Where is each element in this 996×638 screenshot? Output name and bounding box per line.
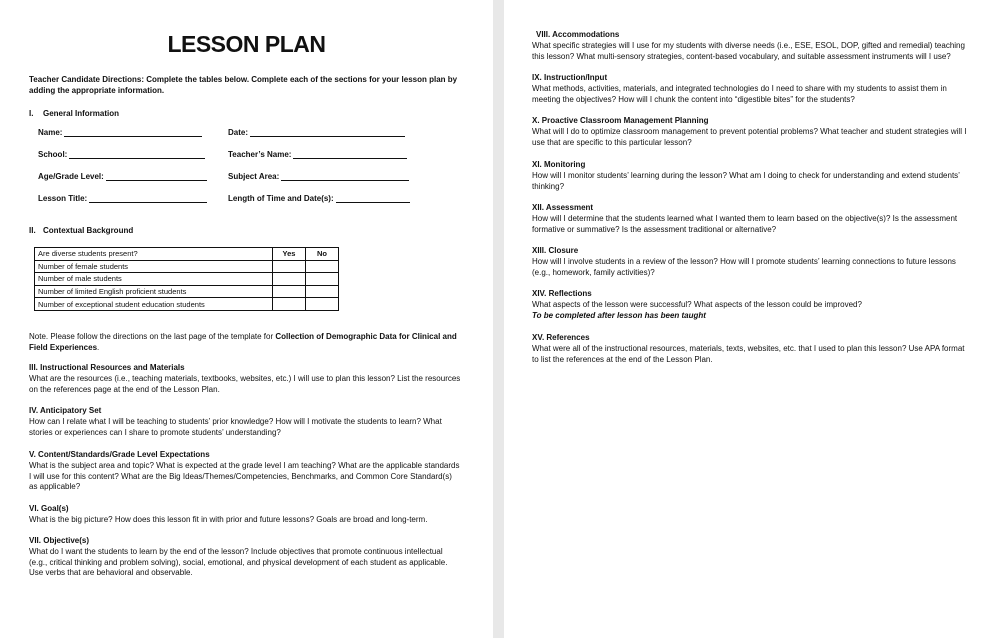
table-cell-no[interactable] — [306, 273, 339, 286]
subject-area-line[interactable] — [281, 172, 409, 181]
table-row — [35, 298, 339, 311]
section-closure — [532, 246, 968, 278]
section-heading: XII. Assessment — [532, 203, 594, 212]
school-line[interactable] — [69, 150, 205, 159]
table-row — [35, 260, 339, 273]
section-content-standards — [29, 450, 461, 493]
section-heading: VI. Goal(s) — [29, 504, 69, 513]
table-cell-yes[interactable] — [273, 260, 306, 273]
section-body: How can I relate what I will be teaching to students’ prior knowledge? How will I motivate the students to learn? What stories or experiences can I share to promote students’ understanding? — [29, 416, 442, 437]
teacher-name-field[interactable] — [228, 150, 407, 159]
table-cell-yes[interactable] — [273, 298, 306, 311]
reflections-note: To be completed after lesson has been taught — [532, 310, 706, 320]
table-header-question: Are diverse students present? — [35, 248, 273, 261]
note-suffix: . — [97, 343, 100, 352]
section-body: What do I want the students to learn by the end of the lesson? Include objectives that promote continuous intellectual (e.g., critical thinking and problem solving), social, emotional, and physical development of each student as applicable. Use verbs that are behavioral and observable. — [29, 546, 448, 578]
section-number: II. — [29, 226, 36, 235]
section-body: What is the subject area and topic? What is expected at the grade level I am teaching? What are the applicable standards I will use for this content? What are the Big Ideas/Themes/Competencies, Benchmarks, and Common Core Standard(s) as applicable? — [29, 460, 460, 492]
section-accommodations — [532, 30, 968, 62]
document-page-2 — [504, 0, 996, 638]
section-heading: XV. References — [532, 333, 590, 342]
table-row — [35, 285, 339, 298]
section-objectives — [29, 536, 461, 579]
date-line[interactable] — [250, 128, 405, 137]
subject-area-field[interactable] — [228, 172, 409, 181]
section-heading: XIV. Reflections — [532, 289, 592, 298]
section-heading: IV. Anticipatory Set — [29, 406, 102, 415]
section-heading: X. Proactive Classroom Management Planning — [532, 116, 709, 125]
section-heading: III. Instructional Resources and Materials — [29, 363, 185, 372]
section-contextual-background — [29, 226, 133, 235]
contextual-background-table — [34, 247, 339, 311]
section-heading: V. Content/Standards/Grade Level Expectations — [29, 450, 210, 459]
section-instructional-resources — [29, 363, 461, 395]
table-row-label: Number of limited English proficient students — [35, 285, 273, 298]
lesson-title-field[interactable] — [38, 194, 207, 203]
section-heading: VII. Objective(s) — [29, 536, 90, 545]
table-cell-no[interactable] — [306, 285, 339, 298]
section-reflections — [532, 289, 968, 321]
date-label: Date: — [228, 128, 249, 137]
document-page-1 — [0, 0, 493, 638]
lesson-title-label: Lesson Title: — [38, 194, 88, 203]
section-title: General Information — [43, 109, 120, 118]
section-heading: XI. Monitoring — [532, 160, 586, 169]
length-of-time-field[interactable] — [228, 194, 410, 203]
table-cell-no[interactable] — [306, 298, 339, 311]
length-of-time-label: Length of Time and Date(s): — [228, 194, 334, 203]
table-cell-no[interactable] — [306, 260, 339, 273]
section-monitoring — [532, 160, 968, 192]
note-bold-title: Collection of Demographic Data for Clinical and Field Experiences — [29, 332, 457, 352]
table-cell-yes[interactable] — [273, 285, 306, 298]
section-body: What are the resources (i.e., teaching materials, textbooks, websites, etc.) I will use to plan this lesson? List the resources on the references page at the end of the Lesson Plan. — [29, 373, 461, 394]
table-row-label: Number of female students — [35, 260, 273, 273]
section-instruction-input — [532, 73, 968, 105]
teacher-name-line[interactable] — [293, 150, 407, 159]
name-field[interactable] — [38, 128, 202, 137]
name-label: Name: — [38, 128, 63, 137]
page-title: LESSON PLAN — [167, 31, 326, 57]
table-header-no: No — [306, 248, 339, 261]
length-of-time-line[interactable] — [336, 194, 410, 203]
table-header-row — [35, 248, 339, 261]
demographic-note — [29, 331, 461, 353]
section-body: How will I monitor students’ learning during the lesson? What am I doing to check for understanding and extend students’ thinking? — [532, 170, 960, 191]
section-goals — [29, 504, 461, 526]
lesson-title-line[interactable] — [89, 194, 207, 203]
table-row-label: Number of exceptional student education students — [35, 298, 273, 311]
section-title: Contextual Background — [43, 226, 134, 235]
section-body: How will I determine that the students learned what I wanted them to learn based on the objective(s)? Is the assessment formative or summative? Is the assessment traditional or alternative? — [532, 213, 958, 234]
section-body: What specific strategies will I use for my students with diverse needs (i.e., ESE, ESOL, DOP, gifted and remedial) teaching this lesson? What multi-sensory strategies, content-based vocabulary, and suitable assessment instruments will I use? — [532, 40, 965, 61]
section-heading: VIII. Accommodations — [536, 30, 620, 39]
section-body: What were all of the instructional resources, materials, texts, websites, etc. that I used to plan this lesson? Use APA format to list the references at the end of the Lesson Plan. — [532, 343, 965, 364]
section-references — [532, 333, 968, 365]
table-cell-yes[interactable] — [273, 273, 306, 286]
section-heading: IX. Instruction/Input — [532, 73, 608, 82]
subject-area-label: Subject Area: — [228, 172, 280, 181]
name-line[interactable] — [64, 128, 202, 137]
section-classroom-management — [532, 116, 968, 148]
section-body: What aspects of the lesson were successful? What aspects of the lesson could be improved? — [532, 299, 862, 309]
age-grade-field[interactable] — [38, 172, 207, 181]
age-grade-line[interactable] — [106, 172, 207, 181]
teacher-directions: Teacher Candidate Directions: Complete the tables below. Complete each of the sections for your lesson plan by adding the appropriate information. — [29, 75, 458, 95]
section-number: I. — [29, 109, 34, 118]
table-row-label: Number of male students — [35, 273, 273, 286]
section-body: What is the big picture? How does this lesson fit in with prior and future lessons? Goals are broad and long-term. — [29, 514, 428, 524]
teacher-name-label: Teacher’s Name: — [228, 150, 292, 159]
school-label: School: — [38, 150, 68, 159]
section-body: What will I do to optimize classroom management to prevent potential problems? What teacher and student strategies will I use that are specific to this particular lesson? — [532, 126, 967, 147]
section-heading: XIII. Closure — [532, 246, 579, 255]
date-field[interactable] — [228, 128, 405, 137]
table-row — [35, 273, 339, 286]
note-prefix: Note. Please follow the directions on the last page of the template for — [29, 332, 276, 341]
section-assessment — [532, 203, 968, 235]
section-general-information — [29, 109, 119, 118]
table-header-yes: Yes — [273, 248, 306, 261]
section-body: How will I involve students in a review of the lesson? How will I promote students’ learning connections to future lessons (e.g., homework, family activities)? — [532, 256, 956, 277]
age-grade-label: Age/Grade Level: — [38, 172, 104, 181]
section-body: What methods, activities, materials, and integrated technologies do I need to share with my students to assist them in meeting the objectives? How will I chunk the content into “digestible bites” for the students? — [532, 83, 947, 104]
school-field[interactable] — [38, 150, 205, 159]
section-anticipatory-set — [29, 406, 461, 438]
